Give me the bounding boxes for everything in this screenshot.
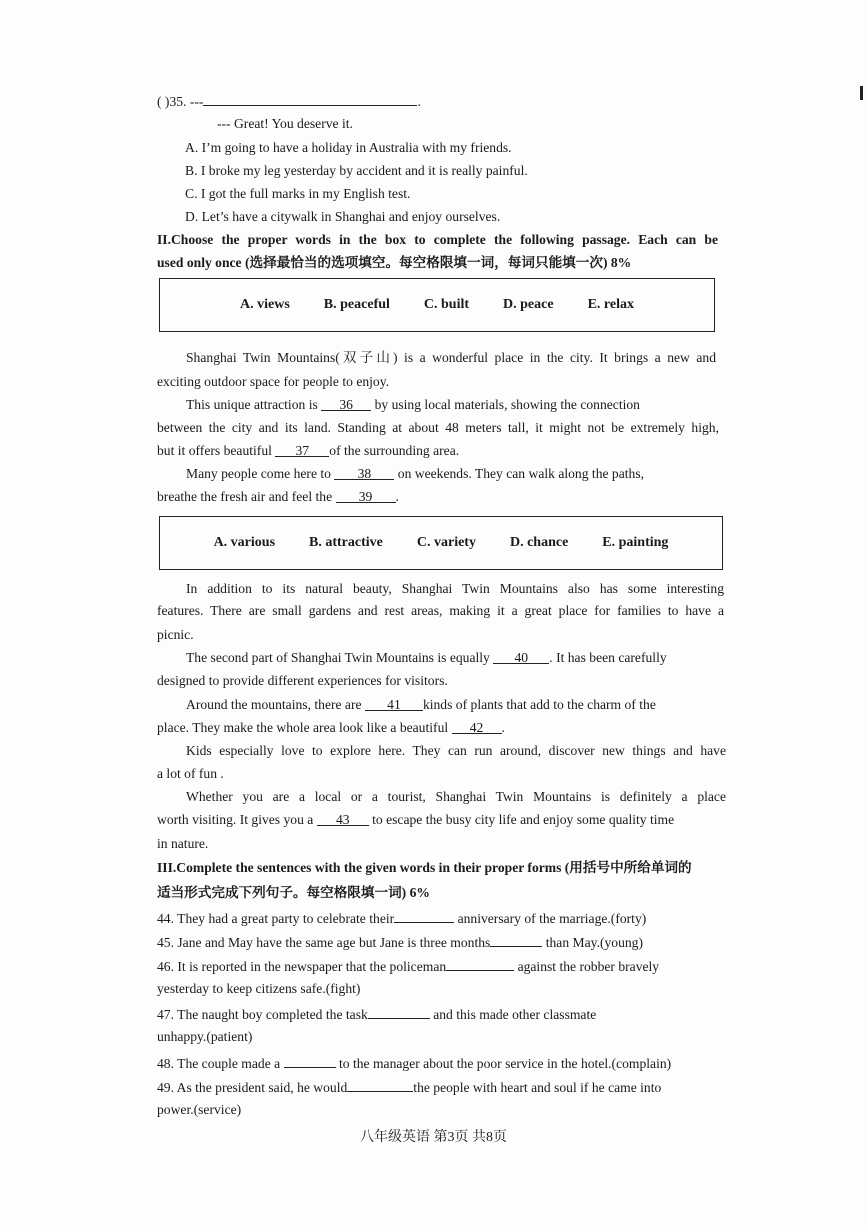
section2-title-2: used only once (选择最恰当的选项填空。每空格限填一词，每词只能填一次) 8% xyxy=(157,255,632,270)
box2-option-e: E. painting xyxy=(602,535,669,550)
blank-38[interactable]: 38 xyxy=(334,465,394,480)
para1-line2: exciting outdoor space for people to enjoy. xyxy=(157,374,390,389)
q35-option-b[interactable]: B. I broke my leg yesterday by accident and it is really painful. xyxy=(185,163,528,178)
q47-line: 47. The naught boy completed the task and this made other classmate xyxy=(157,1004,596,1024)
para3-line1: Many people come here to 38 on weekends. They can walk along the paths, xyxy=(186,466,645,481)
word-box-2 xyxy=(159,516,723,570)
blank-36[interactable]: 36 xyxy=(321,396,371,411)
section3-title-2: 适当形式完成下列句子。每空格限填一词) 6% xyxy=(157,885,431,900)
para4-line3: picnic. xyxy=(157,627,194,642)
q35-option-a[interactable]: A. I’m going to have a holiday in Australia with my friends. xyxy=(185,140,512,155)
q46-blank[interactable] xyxy=(446,956,514,971)
q48-blank[interactable] xyxy=(284,1053,336,1068)
para3-line2: breathe the fresh air and feel the 39 . xyxy=(157,489,399,504)
q35-line: ( )35. --- . xyxy=(157,91,421,111)
q35-reply: --- Great! You deserve it. xyxy=(217,116,353,131)
blank-39[interactable]: 39 xyxy=(336,488,396,503)
blank-37[interactable]: 37 xyxy=(275,442,329,457)
para2-line1: This unique attraction is 36 by using local materials, showing the connection xyxy=(186,397,640,412)
box2-option-c: C. variety xyxy=(416,535,476,550)
para8-line3: in nature. xyxy=(157,836,209,851)
answer-paren: ( ) xyxy=(157,94,170,109)
blank-42[interactable]: 42 xyxy=(452,719,502,734)
q35-option-d[interactable]: D. Let’s have a citywalk in Shanghai and enjoy ourselves. xyxy=(185,209,501,224)
section3-title-1: III.Complete the sentences with the given words in their proper forms (用括号中所给单词的 xyxy=(157,860,692,875)
page-footer: 八年级英语 第3页 共8页 xyxy=(360,1130,507,1145)
para2-line3: but it offers beautiful 37 of the surrounding area. xyxy=(157,443,460,458)
para6-line2: place. They make the whole area look like a beautiful 42 . xyxy=(157,720,505,735)
q46-line2: yesterday to keep citizens safe.(fight) xyxy=(157,981,361,996)
q44-line: 44. They had a great party to celebrate their anniversary of the marriage.(forty) xyxy=(157,908,646,928)
para2-line2: between the city and its land. Standing at about 48 meters tall, it might not be extremely high, xyxy=(157,420,719,435)
para8-line1: Whether you are a local or a tourist, Shanghai Twin Mountains is definitely a place xyxy=(186,789,726,804)
box2-option-a: A. various xyxy=(213,535,276,550)
q48-line: 48. The couple made a to the manager about the poor service in the hotel.(complain) xyxy=(157,1053,671,1073)
box1-option-a: A. views xyxy=(240,297,290,312)
box1-option-d: D. peace xyxy=(503,297,554,312)
para5-line1: The second part of Shanghai Twin Mountains is equally 40 . It has been carefully xyxy=(186,650,667,665)
para5-line2: designed to provide different experiences for visitors. xyxy=(157,673,448,688)
box1-option-b: B. peaceful xyxy=(323,297,390,312)
para7-line1: Kids especially love to explore here. They can run around, discover new things and have xyxy=(186,743,726,758)
box1-option-c: C. built xyxy=(423,297,470,312)
box2-option-b: B. attractive xyxy=(309,535,383,550)
q49-blank[interactable] xyxy=(347,1077,413,1092)
q44-blank[interactable] xyxy=(394,908,454,923)
q45-line: 45. Jane and May have the same age but Jane is three months than May.(young) xyxy=(157,932,643,952)
para1-line1: Shanghai Twin Mountains(双子山) is a wonderful place in the city. It brings a new and xyxy=(186,350,716,365)
para7-line2: a lot of fun . xyxy=(157,766,224,781)
para4-line2: features. There are small gardens and rest areas, making it a great place for families to have a xyxy=(157,603,724,618)
para8-line2: worth visiting. It gives you a 43 to escape the busy city life and enjoy some quality time xyxy=(157,812,675,827)
q49-line2: power.(service) xyxy=(157,1102,242,1117)
edge-mark xyxy=(860,86,863,100)
blank-40[interactable]: 40 xyxy=(493,649,549,664)
q35-option-c[interactable]: C. I got the full marks in my English test. xyxy=(185,186,411,201)
box1-option-e: E. relax xyxy=(587,297,634,312)
q47-line2: unhappy.(patient) xyxy=(157,1029,253,1044)
blank-43[interactable]: 43 xyxy=(317,811,369,826)
para4-line1: In addition to its natural beauty, Shanghai Twin Mountains also has some interesting xyxy=(186,581,724,596)
q47-blank[interactable] xyxy=(368,1004,430,1019)
box2-option-d: D. chance xyxy=(509,535,569,550)
q35-number: 35. --- xyxy=(169,94,204,109)
para6-line1: Around the mountains, there are 41 kinds of plants that add to the charm of the xyxy=(186,697,656,712)
q35-blank[interactable] xyxy=(203,91,417,106)
section2-title-1: II.Choose the proper words in the box to complete the following passage. Each can be xyxy=(157,232,718,247)
blank-41[interactable]: 41 xyxy=(365,696,423,711)
word-box-1 xyxy=(159,278,715,332)
q45-blank[interactable] xyxy=(490,932,542,947)
q49-line: 49. As the president said, he would the people with heart and soul if he came into xyxy=(157,1077,661,1097)
q46-line: 46. It is reported in the newspaper that the policeman against the robber bravely xyxy=(157,956,659,976)
